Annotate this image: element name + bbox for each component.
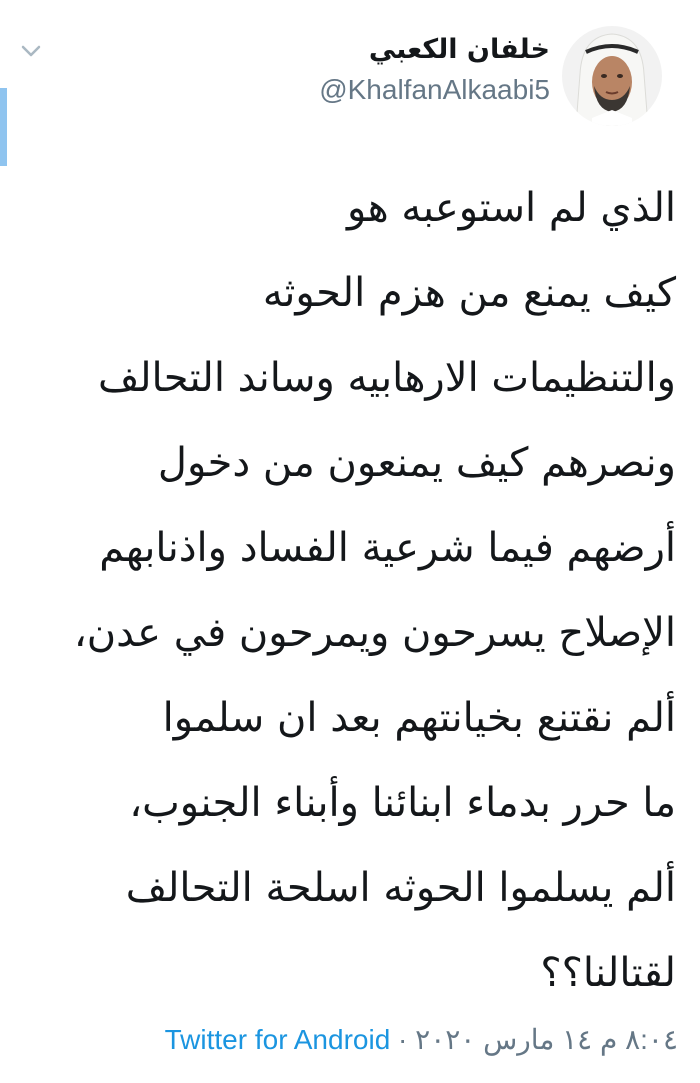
tweet-line: كيف يمنع من هزم الحوثه [262, 270, 676, 316]
separator-dot: · [398, 1024, 408, 1055]
tweet-date: ١٤ مارس ٢٠٢٠ [415, 1024, 593, 1055]
chevron-down-icon[interactable] [20, 40, 42, 62]
tweet-line: الذي لم استوعبه هو [346, 185, 676, 231]
tweet-line: ألم يسلموا الحوثه اسلحة التحالف [125, 865, 676, 911]
tweet-line: أرضهم فيما شرعية الفساد واذنابهم [99, 525, 676, 571]
avatar[interactable] [562, 26, 662, 126]
tweet-text [26, 166, 676, 1016]
tweet-line: الإصلاح يسرحون ويمرحون في عدن، [73, 610, 676, 656]
author-display-name[interactable]: خلفان الكعبي [368, 34, 550, 65]
tweet-line: ونصرهم كيف يمنعون من دخول [157, 440, 676, 486]
tweet-line: والتنظيمات الارهابيه وساند التحالف [97, 355, 676, 401]
tweet-author [319, 30, 550, 110]
tweet-line: ما حرر بدماء ابنائنا وأبناء الجنوب، [129, 780, 676, 826]
tweet-metadata [165, 1020, 678, 1060]
tweet-line: لقتالنا؟؟ [540, 950, 676, 996]
tweet-source-link[interactable]: Twitter for Android [164, 1024, 391, 1055]
left-accent-bar [0, 88, 7, 166]
author-handle[interactable]: @KhalfanAlkaabi5 [319, 74, 550, 105]
tweet-time: ٨:٠٤ م [599, 1024, 678, 1055]
tweet-line: ألم نقتنع بخيانتهم بعد ان سلموا [162, 695, 676, 741]
